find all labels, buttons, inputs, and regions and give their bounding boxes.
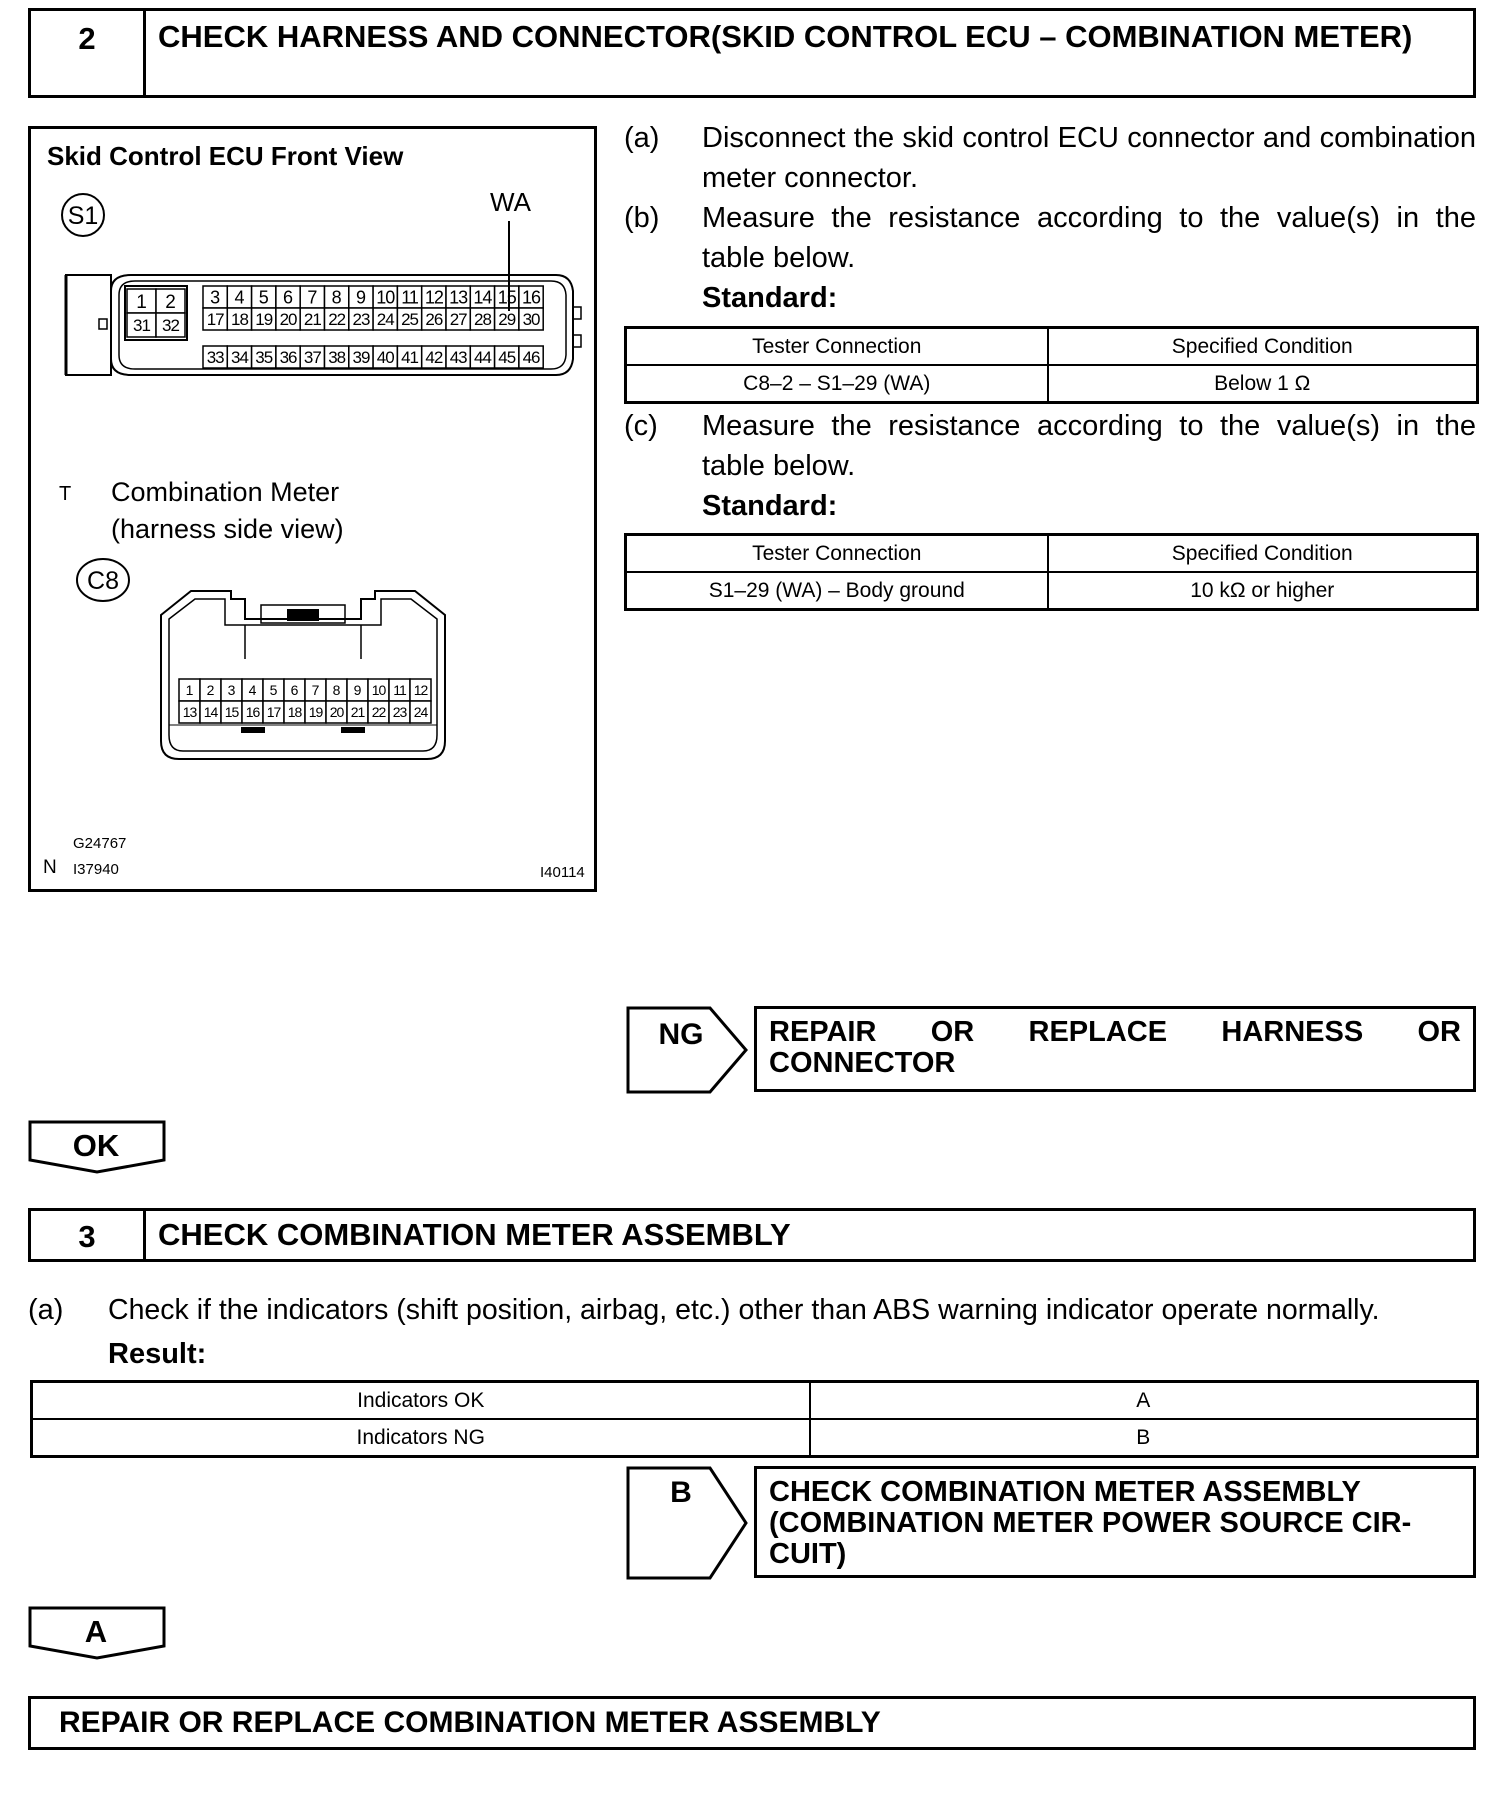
pin-label: 21	[303, 310, 321, 330]
pin-label: 30	[522, 310, 540, 330]
b-result-line2: (COMBINATION METER POWER SOURCE CIR-	[769, 1507, 1412, 1539]
pin-label: 18	[287, 704, 302, 721]
pin-label: 29	[498, 310, 516, 330]
table-cell: Indicators NG	[32, 1419, 810, 1457]
step2-title: CHECK HARNESS AND CONNECTOR(SKID CONTROL ECU – COMBINATION METER)	[158, 19, 1413, 54]
pin-label: 1	[185, 682, 194, 699]
pin-label: 12	[424, 287, 443, 308]
step3-divider	[143, 1211, 146, 1259]
pin-label: 4	[248, 682, 257, 699]
pin-label: 6	[290, 682, 299, 699]
pin-label: 28	[473, 310, 491, 330]
instruction-2b-text: Measure the resistance according to the value(s) in the table below.	[702, 202, 1476, 274]
pin-label: 11	[393, 682, 406, 699]
pin-label: 9	[355, 287, 366, 308]
pin-label: 18	[230, 310, 248, 330]
ng-result-line2: CONNECTOR	[769, 1047, 956, 1079]
pin-label: 38	[328, 348, 346, 368]
table-cell: 10 kΩ or higher	[1048, 572, 1478, 610]
pin-label: 10	[371, 682, 386, 699]
b-result-box	[754, 1466, 1476, 1578]
table-header-cell: Tester Connection	[626, 328, 1048, 366]
pin-label: 8	[332, 682, 341, 699]
pin-label: 15	[497, 287, 516, 308]
combination-meter-subtitle: (harness side view)	[111, 514, 344, 544]
instruction-2a	[624, 118, 1476, 198]
pin-label: 39	[352, 348, 370, 368]
table-header-cell: Tester Connection	[626, 535, 1048, 573]
pin-label: 35	[255, 348, 273, 368]
pin-label: 4	[234, 287, 245, 308]
pin-label: 16	[245, 704, 260, 721]
pin-label: 21	[350, 704, 365, 721]
pin-label: 27	[449, 310, 467, 330]
pin-label: 2	[206, 682, 215, 699]
table-header-cell: Specified Condition	[1048, 328, 1478, 366]
step3-header	[28, 1208, 1476, 1262]
n-marker: N	[43, 857, 57, 878]
b-result-line3: CUIT)	[769, 1538, 847, 1570]
pin-label: 20	[279, 310, 297, 330]
instruction-3a-text: Check if the indicators (shift position, airbag, etc.) other than ABS warning indicator operate normally.	[108, 1294, 1380, 1326]
svg-text:C8: C8	[87, 567, 119, 595]
final-step-title: REPAIR OR REPLACE COMBINATION METER ASSEMBLY	[59, 1706, 881, 1739]
pin-label: 15	[224, 704, 239, 721]
svg-text:S1: S1	[67, 202, 99, 230]
pin-label: 14	[473, 287, 492, 308]
s1-connector-id	[62, 194, 104, 236]
pin-label: 10	[376, 287, 395, 308]
connector-diagrams	[31, 129, 594, 889]
table-header-cell: Specified Condition	[1048, 535, 1478, 573]
step3-title: CHECK COMBINATION METER ASSEMBLY	[158, 1217, 791, 1252]
a-label: A	[84, 1614, 108, 1649]
table-row	[626, 328, 1478, 366]
connector-figure	[28, 126, 597, 892]
ecu-connector	[66, 275, 581, 375]
ng-tag-label: NG	[658, 1018, 704, 1051]
standard-label-2: Standard:	[702, 490, 838, 522]
pin-label: 26	[425, 310, 443, 330]
instruction-2c-label: (c)	[624, 410, 658, 442]
pin-label: 24	[413, 704, 428, 721]
pin-label: 17	[206, 310, 224, 330]
table-row	[32, 1382, 1478, 1420]
pin-label: 22	[328, 310, 346, 330]
table-cell: Below 1 Ω	[1048, 365, 1478, 403]
pin-label: 20	[329, 704, 344, 721]
table-cell: Indicators OK	[32, 1382, 810, 1420]
pin-label: 34	[230, 348, 248, 368]
pin-label: 22	[371, 704, 386, 721]
pin-label: 45	[498, 348, 516, 368]
pin-label: 23	[392, 704, 407, 721]
pin-label: 9	[353, 682, 362, 699]
pin-label: 13	[182, 704, 197, 721]
step2-number: 2	[78, 21, 96, 56]
instruction-3a-label: (a)	[28, 1294, 64, 1326]
b-tag-label: B	[670, 1476, 692, 1509]
pin-label: 5	[258, 287, 269, 308]
t-marker: T	[59, 483, 72, 505]
b-result-line1: CHECK COMBINATION METER ASSEMBLY	[769, 1476, 1361, 1508]
instruction-2a-text: Disconnect the skid control ECU connector and combination meter connector.	[702, 122, 1476, 194]
pin-label: 19	[308, 704, 323, 721]
instruction-2b	[624, 198, 1476, 278]
step2-divider	[143, 11, 146, 95]
pin-label: 12	[413, 682, 428, 699]
pin-label: 44	[473, 348, 491, 368]
table-row	[626, 365, 1478, 403]
figure-code-g24767: G24767	[73, 835, 127, 852]
figure-code-i40114: I40114	[540, 864, 585, 881]
pin-label: 8	[331, 287, 342, 308]
pin-label: 36	[279, 348, 297, 368]
pin-label: 40	[376, 348, 394, 368]
pin-label: 11	[401, 287, 418, 308]
result-table	[30, 1380, 1479, 1458]
pin-label: 7	[307, 287, 318, 308]
table-row	[32, 1419, 1478, 1457]
pin-label: 46	[522, 348, 540, 368]
pin-label: 3	[210, 287, 221, 308]
wa-label: WA	[490, 187, 531, 217]
pin-label: 23	[352, 310, 370, 330]
meter-connector	[161, 591, 445, 759]
table-cell: C8–2 – S1–29 (WA)	[626, 365, 1048, 403]
table-row	[626, 572, 1478, 610]
final-step-box	[28, 1696, 1476, 1750]
table-cell: S1–29 (WA) – Body ground	[626, 572, 1048, 610]
pin-label: 5	[269, 682, 278, 699]
pin-label: 24	[376, 310, 394, 330]
pin-label: 7	[311, 682, 320, 699]
ok-label: OK	[72, 1128, 120, 1163]
figure-code-i37940: I37940	[73, 861, 119, 878]
spec-table-1	[624, 326, 1479, 404]
pin-label: 31	[133, 316, 150, 336]
pin-label: 6	[283, 287, 294, 308]
step3-number: 3	[78, 1219, 96, 1254]
step2-header	[28, 8, 1476, 98]
instruction-3a	[28, 1290, 1476, 1330]
pin-label: 3	[227, 682, 236, 699]
pin-label: 41	[401, 348, 419, 368]
combination-meter-title: Combination Meter	[111, 477, 340, 507]
pin-label: 13	[449, 287, 468, 308]
pin-label: 19	[255, 310, 273, 330]
pin-label: 37	[303, 348, 321, 368]
standard-label-1: Standard:	[702, 282, 838, 314]
instruction-2c	[624, 406, 1476, 486]
instruction-2c-text: Measure the resistance according to the value(s) in the table below.	[702, 410, 1476, 482]
pin-label: 17	[266, 704, 281, 721]
pin-label: 16	[522, 287, 541, 308]
pin-label: 33	[206, 348, 224, 368]
pin-label: 42	[425, 348, 443, 368]
result-label: Result:	[108, 1338, 207, 1370]
table-row	[626, 535, 1478, 573]
pin-label: 25	[401, 310, 419, 330]
pin-label: 43	[449, 348, 467, 368]
c8-connector-id	[77, 559, 129, 601]
ng-result-box	[754, 1006, 1476, 1092]
instruction-2b-label: (b)	[624, 202, 660, 234]
pin-label: 1	[136, 291, 147, 313]
ecu-front-view-title: Skid Control ECU Front View	[47, 141, 404, 171]
spec-table-2	[624, 533, 1479, 611]
table-cell: A	[810, 1382, 1478, 1420]
table-cell: B	[810, 1419, 1478, 1457]
pin-label: 2	[165, 291, 176, 313]
pin-label: 14	[203, 704, 218, 721]
ng-result-line1: REPAIR OR REPLACE HARNESS OR	[769, 1016, 1461, 1048]
instruction-2a-label: (a)	[624, 122, 660, 154]
pin-label: 32	[162, 316, 179, 336]
